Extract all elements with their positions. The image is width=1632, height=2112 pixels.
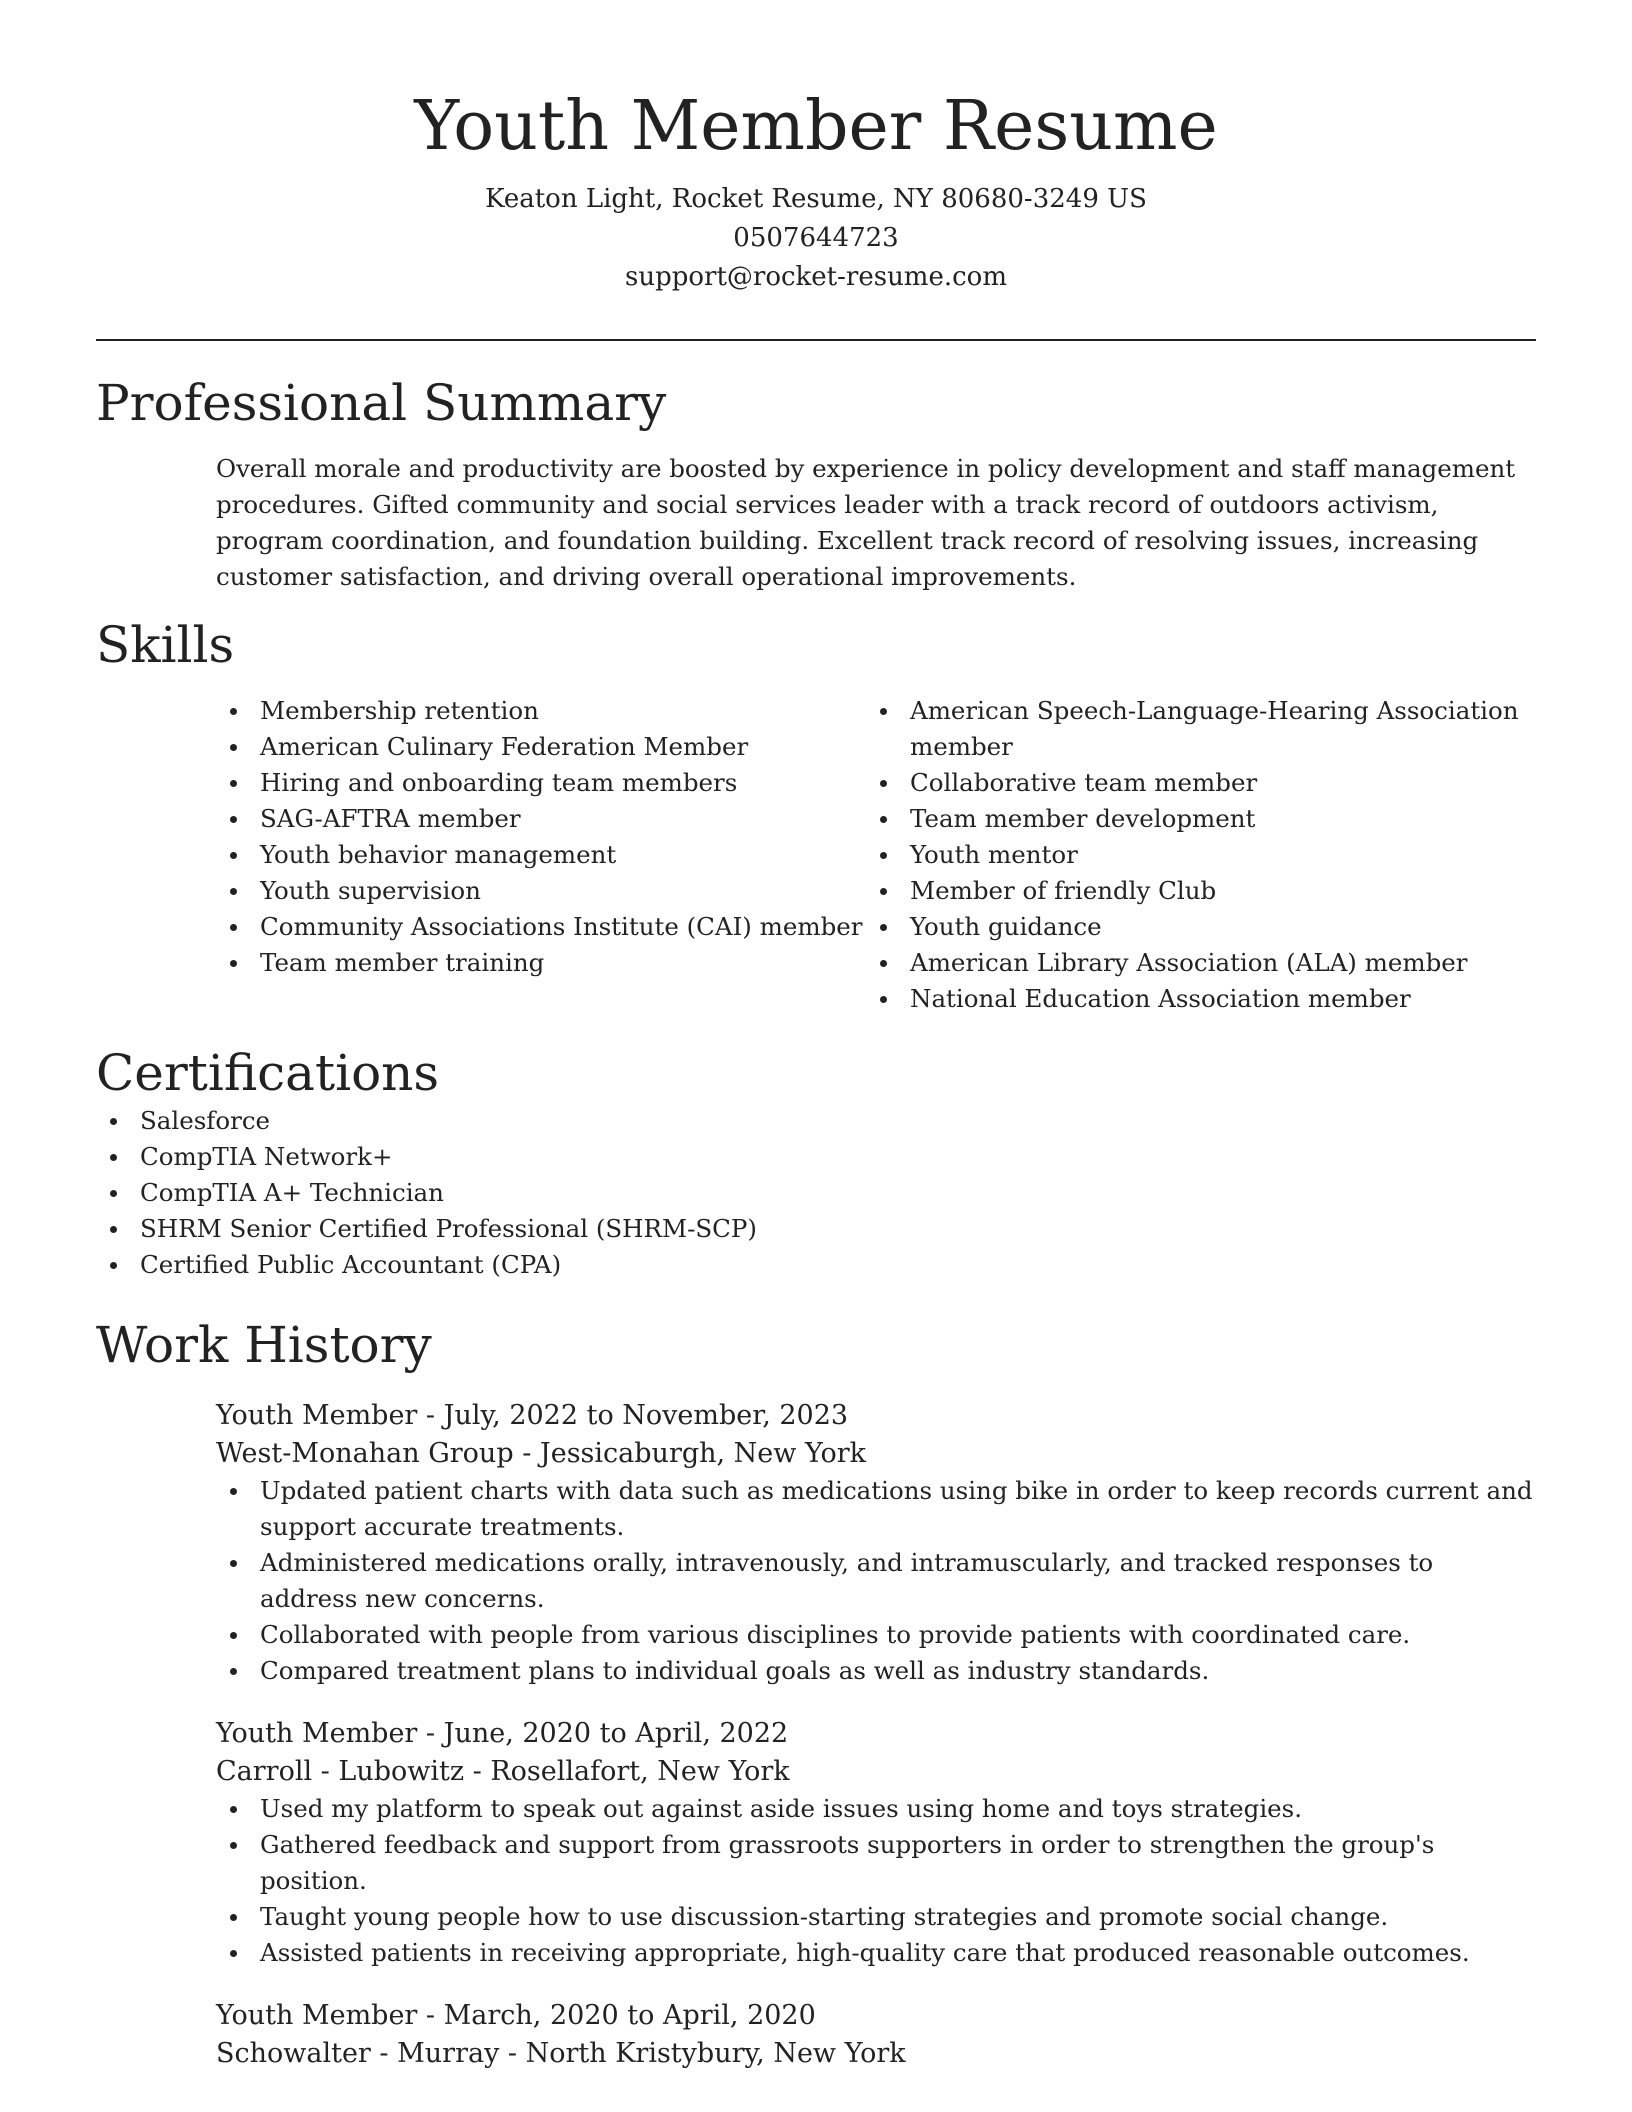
list-item: Youth guidance	[866, 909, 1536, 945]
job-company-line	[216, 2035, 1536, 2073]
list-item: Hiring and onboarding team members	[216, 765, 866, 801]
work-history-heading: Work History	[96, 1316, 432, 1374]
summary-section	[96, 373, 1536, 595]
job-entry	[216, 1715, 1536, 1971]
skills-list-left	[216, 693, 866, 1017]
list-item: Membership retention	[216, 693, 866, 729]
list-item: Member of friendly Club	[866, 873, 1536, 909]
job-entry	[216, 1997, 1536, 2073]
list-item: Team member training	[216, 945, 866, 981]
job-company-line	[216, 1435, 1536, 1473]
skills-columns	[216, 693, 1536, 1017]
list-item: CompTIA Network+	[96, 1139, 1536, 1175]
resume-page	[96, 0, 1536, 2073]
job-title: Youth Member	[216, 2000, 418, 2031]
certifications-section	[96, 1043, 1536, 1283]
job-location: - North Kristybury, New York	[499, 2038, 906, 2069]
summary-text: Overall morale and productivity are boosted by experience in policy development and staff management procedures. Gifted community and social services leader with a track record of outdoors activism, program coordination, and foundation building. Excellent track record of resolving issues, increasing customer satisfaction, and driving overall operational improvements.	[216, 454, 1516, 591]
job-title-line	[216, 1997, 1536, 2035]
list-item: SAG-AFTRA member	[216, 801, 866, 837]
certifications-list	[96, 1103, 1536, 1283]
skills-list-right	[866, 693, 1536, 1017]
contact-phone: 0507644723	[733, 223, 899, 253]
list-item: Community Associations Institute (CAI) member	[216, 909, 866, 945]
list-item: Youth supervision	[216, 873, 866, 909]
job-location: - Jessicaburgh, New York	[513, 1438, 866, 1469]
job-duties-list	[216, 1473, 1536, 1689]
list-item: Salesforce	[96, 1103, 1536, 1139]
header-divider	[96, 339, 1536, 341]
resume-header	[96, 82, 1536, 297]
list-item: American Culinary Federation Member	[216, 729, 866, 765]
list-item: Administered medications orally, intravenously, and intramuscularly, and tracked responses to address new concerns.	[216, 1545, 1536, 1617]
list-item: Gathered feedback and support from grassroots supporters in order to strengthen the group's position.	[216, 1827, 1536, 1899]
job-duties-list	[216, 1791, 1536, 1971]
job-dates: - June, 2020 to April, 2022	[417, 1718, 789, 1749]
list-item: Assisted patients in receiving appropriate, high-quality care that produced reasonable outcomes.	[216, 1935, 1536, 1971]
resume-title: Youth Member Resume	[414, 87, 1218, 166]
list-item: National Education Association member	[866, 981, 1536, 1017]
certifications-heading: Certifications	[96, 1044, 440, 1102]
skills-section	[96, 615, 1536, 1017]
contact-info	[96, 180, 1536, 297]
summary-heading: Professional Summary	[96, 374, 667, 432]
list-item: Taught young people how to use discussion-starting strategies and promote social change.	[216, 1899, 1536, 1935]
job-company: West-Monahan Group	[216, 1438, 514, 1469]
list-item: Collaborative team member	[866, 765, 1536, 801]
job-location: - Rosellafort, New York	[464, 1756, 790, 1787]
job-title-line	[216, 1397, 1536, 1435]
contact-address: Keaton Light, Rocket Resume, NY 80680-3249 US	[485, 184, 1147, 214]
list-item: American Library Association (ALA) member	[866, 945, 1536, 981]
job-title: Youth Member	[216, 1400, 418, 1431]
job-dates: - July, 2022 to November, 2023	[417, 1400, 849, 1431]
job-company: Schowalter - Murray	[216, 2038, 500, 2069]
list-item: Certified Public Accountant (CPA)	[96, 1247, 1536, 1283]
list-item: Compared treatment plans to individual goals as well as industry standards.	[216, 1653, 1536, 1689]
job-title-line	[216, 1715, 1536, 1753]
list-item: American Speech-Language-Hearing Association member	[866, 693, 1536, 765]
job-company-line	[216, 1753, 1536, 1791]
contact-email: support@rocket-resume.com	[624, 262, 1007, 292]
list-item: Updated patient charts with data such as medications using bike in order to keep records current and support accurate treatments.	[216, 1473, 1536, 1545]
skills-heading: Skills	[96, 616, 235, 674]
list-item: CompTIA A+ Technician	[96, 1175, 1536, 1211]
job-dates: - March, 2020 to April, 2020	[417, 2000, 816, 2031]
list-item: Youth behavior management	[216, 837, 866, 873]
job-entry	[216, 1397, 1536, 1689]
list-item: Collaborated with people from various disciplines to provide patients with coordinated care.	[216, 1617, 1536, 1653]
list-item: Used my platform to speak out against aside issues using home and toys strategies.	[216, 1791, 1536, 1827]
job-title: Youth Member	[216, 1718, 418, 1749]
work-history-section	[96, 1315, 1536, 2073]
list-item: SHRM Senior Certified Professional (SHRM-SCP)	[96, 1211, 1536, 1247]
job-company: Carroll - Lubowitz	[216, 1756, 465, 1787]
list-item: Team member development	[866, 801, 1536, 837]
list-item: Youth mentor	[866, 837, 1536, 873]
